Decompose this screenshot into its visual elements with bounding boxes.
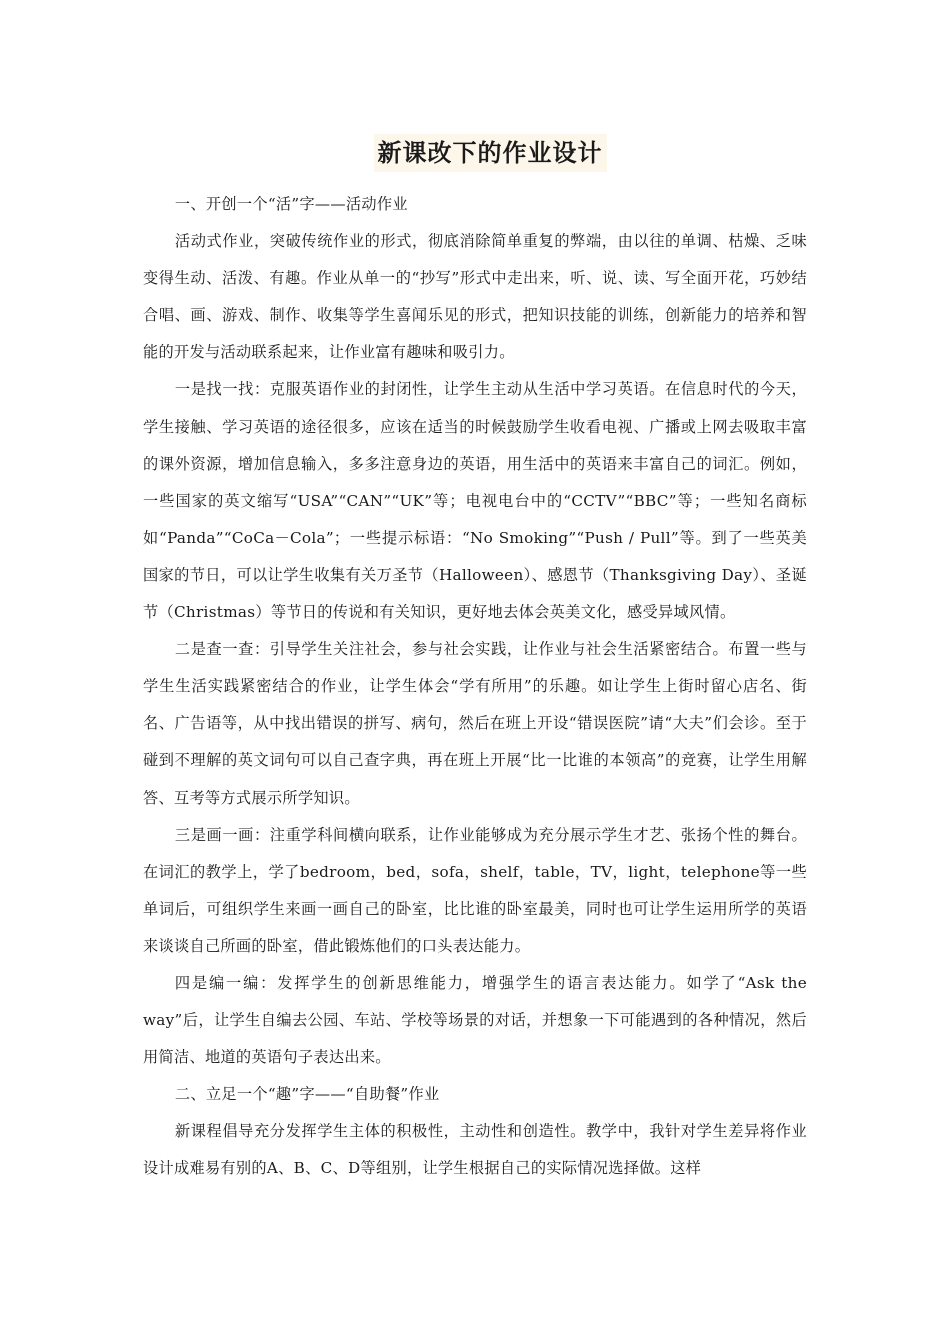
paragraph-find: 一是找一找：克服英语作业的封闭性，让学生主动从生活中学习英语。在信息时代的今天，学生接触、学习英语的途径很多，应该在适当的时候鼓励学生收看电视、广播或上网去吸取丰富的课外资源，增加信息输入，多多注意身边的英语，用生活中的英语来丰富自己的词汇。例如，一些国家的英文缩写“USA”“CAN”“UK”等；电视电台中的“CCTV”“BBC”等；一些知名商标如“Panda”“CoCa－Cola”；一些提示标语：“No Smoking”“Push / Pull”等。到了一些英美国家的节日，可以让学生收集有关万圣节（Halloween）、感恩节（Thanksgiving Day）、圣诞节（Christmas）等节日的传说和有关知识，更好地去体会英美文化，感受异域风情。 [143, 380, 807, 622]
section-heading-2: 二、立足一个“趣”字——“自助餐”作业 [174, 1085, 440, 1104]
document-body [143, 186, 807, 1188]
page-title: 新课改下的作业设计 [374, 134, 607, 172]
paragraph-check: 二是查一查：引导学生关注社会，参与社会实践，让作业与社会生活紧密结合。布置一些与学生生活实践紧密结合的作业，让学生体会“学有所用”的乐趣。如让学生上街时留心店名、街名、广告语等，从中找出错误的拼写、病句，然后在班上开设“错误医院”请“大夫”们会诊。至于碰到不理解的英文词句可以自己查字典，再在班上开展“比一比谁的本领高”的竞赛，让学生用解答、互考等方式展示所学知识。 [143, 640, 807, 807]
title-wrap [0, 134, 950, 172]
paragraph-draw: 三是画一画：注重学科间横向联系，让作业能够成为充分展示学生才艺、张扬个性的舞台。在词汇的教学上，学了bedroom，bed，sofa，shelf，table，TV，light，telephone等一些单词后，可组织学生来画一画自己的卧室，比比谁的卧室最美，同时也可让学生运用所学的英语来谈谈自己所画的卧室，借此锻炼他们的口头表达能力。 [143, 825, 807, 955]
paragraph-intro: 活动式作业，突破传统作业的形式，彻底消除简单重复的弊端，由以往的单调、枯燥、乏味变得生动、活泼、有趣。作业从单一的“抄写”形式中走出来，听、说、读、写全面开花，巧妙结合唱、画、游戏、制作、收集等学生喜闻乐见的形式，把知识技能的训练，创新能力的培养和智能的开发与活动联系起来，让作业富有趣味和吸引力。 [143, 232, 807, 362]
section-heading-1: 一、开创一个“活”字——活动作业 [174, 195, 408, 213]
paragraph-compose: 四是编一编：发挥学生的创新思维能力，增强学生的语言表达能力。如学了“Ask the way”后，让学生自编去公园、车站、学校等场景的对话，并想象一下可能遇到的各种情况，然后用简洁、地道的英语句子表达出来。 [143, 973, 807, 1067]
paragraph-buffet: 新课程倡导充分发挥学生主体的积极性，主动性和创造性。教学中，我针对学生差异将作业设计成难易有别的A、B、C、D等组别，让学生根据自己的实际情况选择做。这样 [143, 1122, 807, 1178]
